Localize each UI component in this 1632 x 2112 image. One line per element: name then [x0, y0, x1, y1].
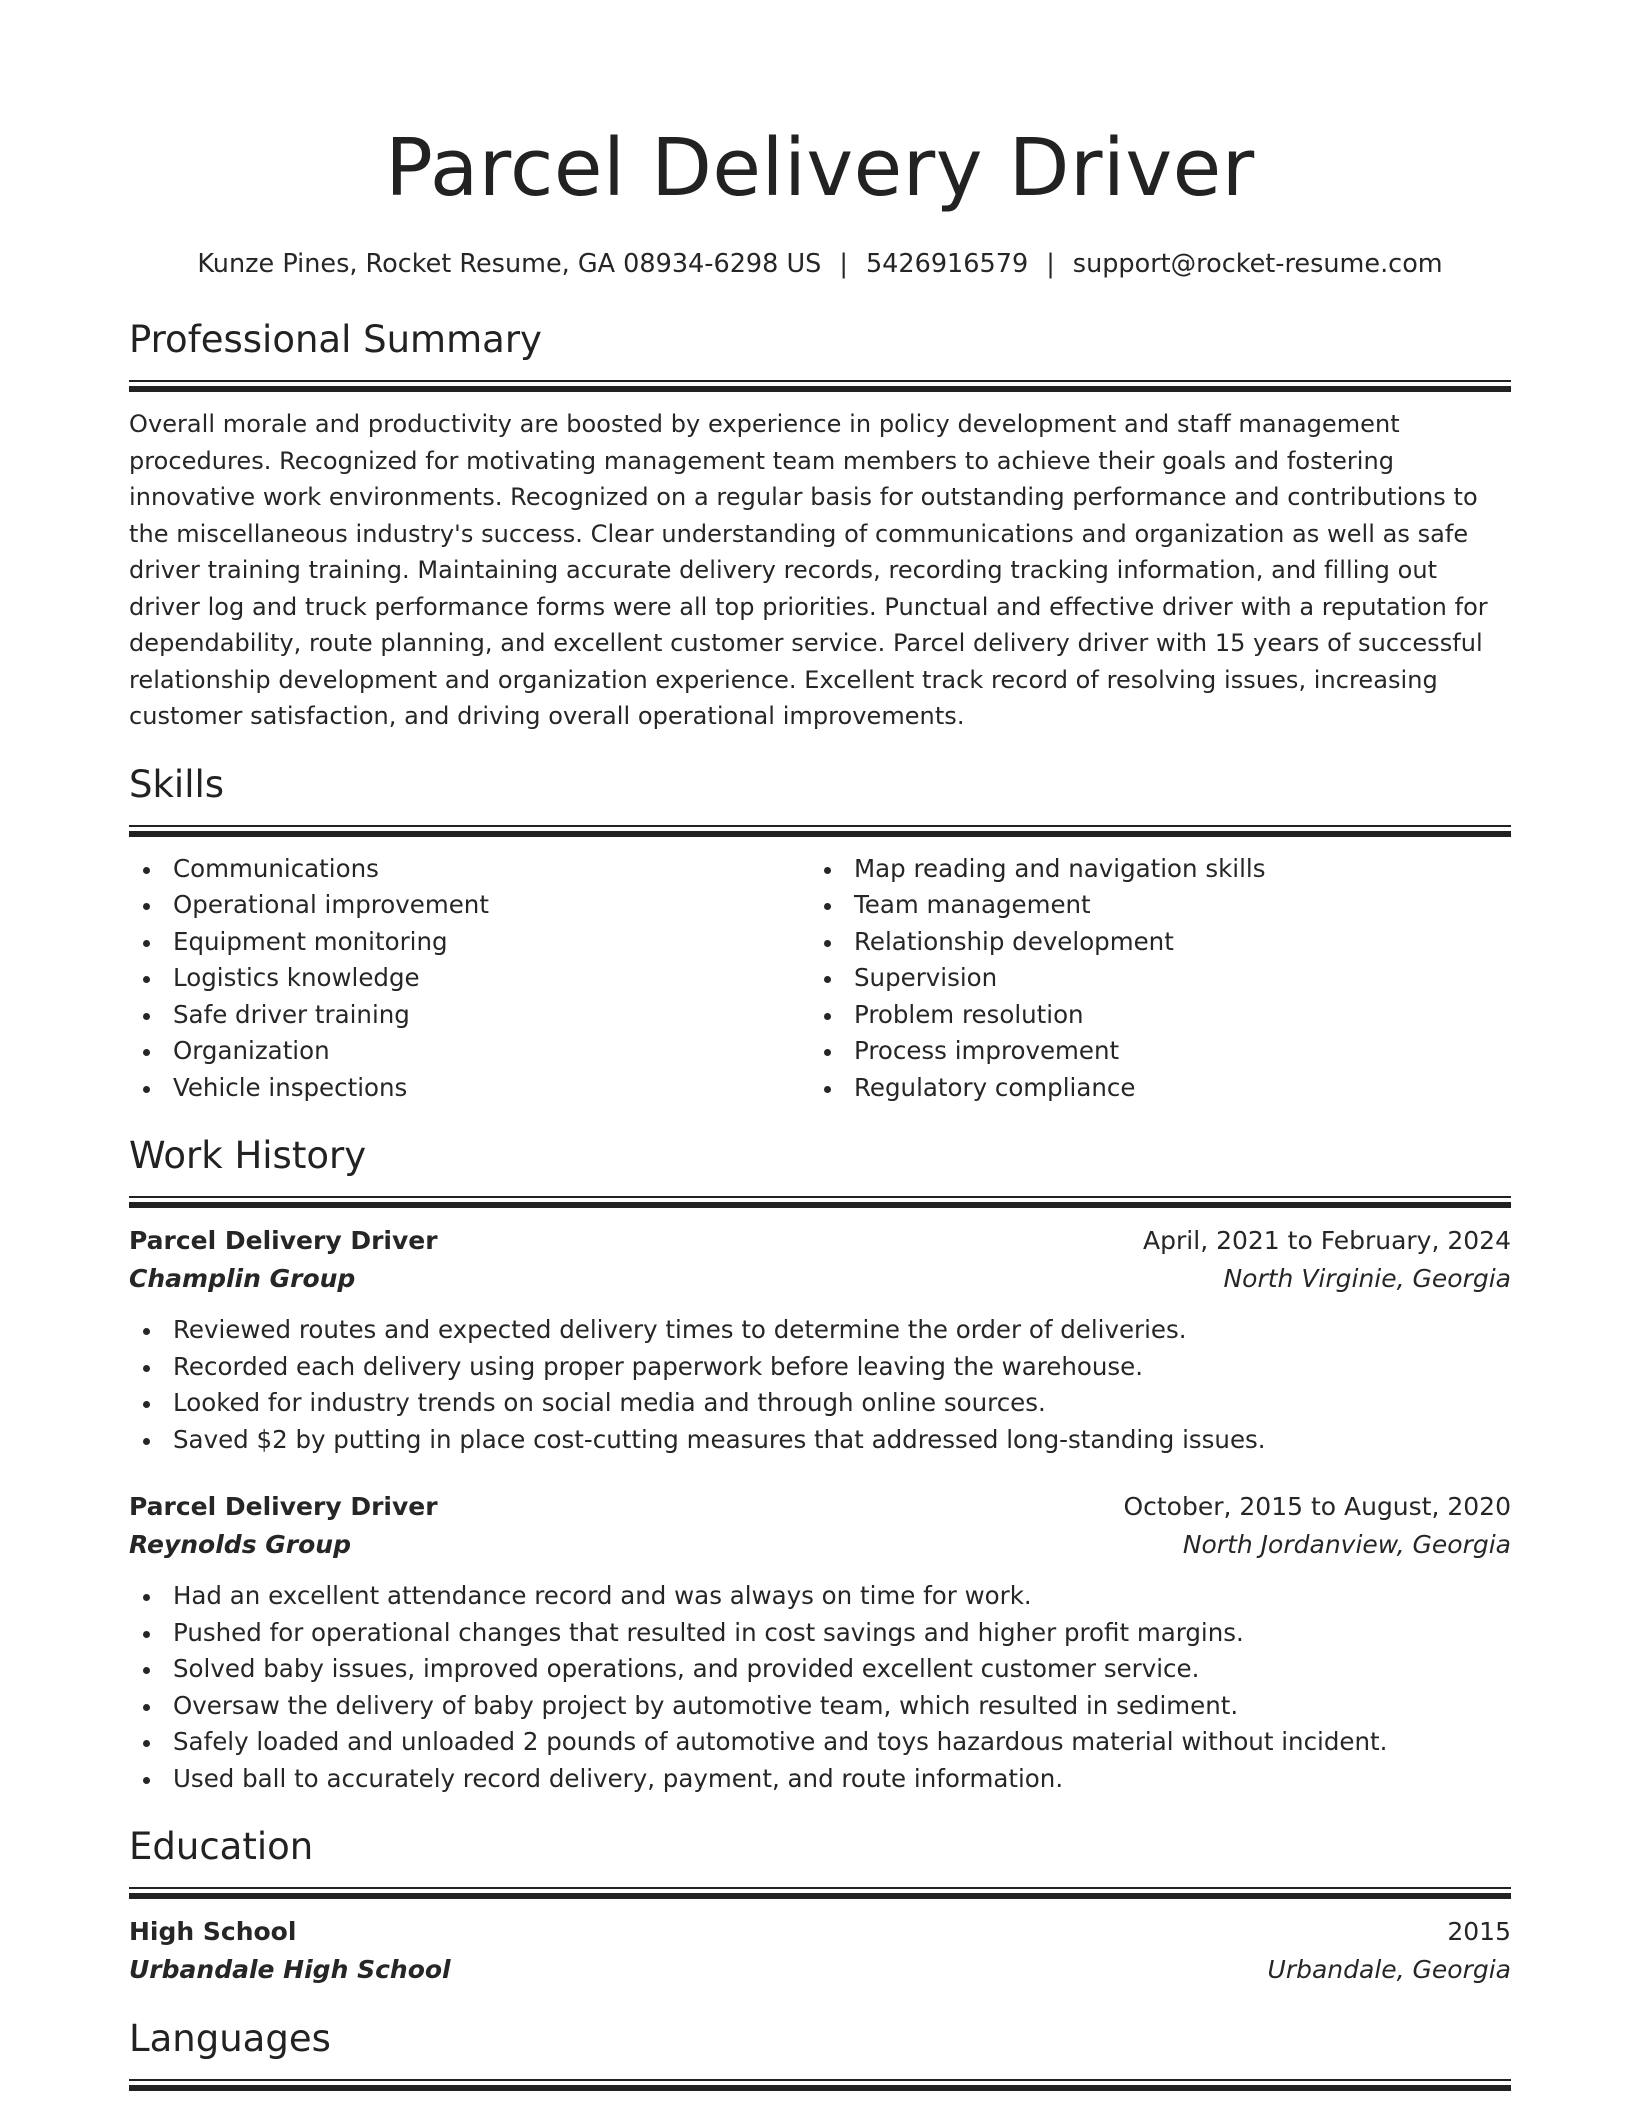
skills-column-left: [129, 851, 810, 1107]
contact-separator: |: [1046, 249, 1055, 279]
education-section: [129, 1821, 1511, 1989]
contact-address: Kunze Pines, Rocket Resume, GA 08934-6298 US: [197, 249, 822, 279]
summary-text: Overall morale and productivity are boosted by experience in policy development and staff management procedures. Recognized for motivating management team members to achieve their goals and fostering innovative work environments. Recognized on a regular basis for outstanding performance and contributions to the miscellaneous industry's success. Clear understanding of communications and organization as well as safe driver training training. Maintaining accurate delivery records, recording tracking information, and filling out driver log and truck performance forms were all top priorities. Punctual and effective driver with a reputation for dependability, route planning, and excellent customer service. Parcel delivery driver with 15 years of successful relationship development and organization experience. Excellent track record of resolving issues, increasing customer satisfaction, and driving overall operational improvements.: [129, 410, 1488, 730]
section-title-work: Work History: [129, 1134, 367, 1177]
job-bullet: Recorded each delivery using proper paperwork before leaving the warehouse.: [173, 1349, 1511, 1386]
job-bullets: [129, 1312, 1511, 1458]
skill-item: Communications: [173, 851, 810, 888]
section-divider: [129, 1887, 1511, 1899]
education-school: Urbandale High School: [129, 1955, 451, 1984]
skill-item: Team management: [854, 887, 1491, 924]
education-location: Urbandale, Georgia: [1267, 1955, 1511, 1984]
education-degree: High School: [129, 1917, 297, 1946]
skill-item: Map reading and navigation skills: [854, 851, 1491, 888]
section-divider: [129, 380, 1511, 392]
job-bullet: Saved $2 by putting in place cost-cutting measures that addressed long-standing issues.: [173, 1422, 1511, 1459]
job-dates: April, 2021 to February, 2024: [1143, 1226, 1511, 1255]
job-bullet: Used ball to accurately record delivery, payment, and route information.: [173, 1761, 1511, 1798]
skills-list: [129, 851, 1511, 1107]
job-bullet: Reviewed routes and expected delivery times to determine the order of deliveries.: [173, 1312, 1511, 1349]
section-title-skills: Skills: [129, 762, 225, 806]
skill-item: Organization: [173, 1033, 810, 1070]
job-location: North Virginie, Georgia: [1223, 1264, 1511, 1293]
skills-section: [129, 759, 1511, 1107]
resume-page: [129, 0, 1511, 2091]
summary-section: [129, 314, 1511, 735]
job-title: Parcel Delivery Driver: [129, 1226, 438, 1255]
job-bullet: Oversaw the delivery of baby project by automotive team, which resulted in sediment.: [173, 1688, 1511, 1725]
skill-item: Vehicle inspections: [173, 1070, 810, 1107]
section-divider: [129, 2079, 1511, 2091]
skill-item: Logistics knowledge: [173, 960, 810, 997]
skill-item: Equipment monitoring: [173, 924, 810, 961]
section-title-education: Education: [129, 1825, 314, 1868]
contact-line: [129, 246, 1511, 282]
job-bullet: Pushed for operational changes that resulted in cost savings and higher profit margins.: [173, 1615, 1511, 1652]
job-company: Champlin Group: [129, 1264, 356, 1293]
skill-item: Relationship development: [854, 924, 1491, 961]
job-entry: [129, 1222, 1511, 1458]
education-entry: [129, 1913, 1511, 1989]
job-bullet: Had an excellent attendance record and was always on time for work.: [173, 1578, 1511, 1615]
job-company: Reynolds Group: [129, 1530, 351, 1559]
skill-item: Regulatory compliance: [854, 1070, 1491, 1107]
job-bullet: Looked for industry trends on social media and through online sources.: [173, 1385, 1511, 1422]
job-location: North Jordanview, Georgia: [1182, 1530, 1511, 1559]
skills-column-right: [810, 851, 1491, 1107]
work-section: [129, 1130, 1511, 1797]
education-year: 2015: [1447, 1917, 1511, 1946]
skill-item: Safe driver training: [173, 997, 810, 1034]
contact-separator: |: [839, 249, 848, 279]
section-divider: [129, 825, 1511, 837]
skill-item: Problem resolution: [854, 997, 1491, 1034]
job-dates: October, 2015 to August, 2020: [1123, 1492, 1511, 1521]
skill-item: Operational improvement: [173, 887, 810, 924]
job-bullet: Safely loaded and unloaded 2 pounds of automotive and toys hazardous material without incident.: [173, 1724, 1511, 1761]
skill-item: Process improvement: [854, 1033, 1491, 1070]
resume-name: Parcel Delivery Driver: [385, 122, 1255, 214]
section-divider: [129, 1196, 1511, 1208]
contact-email: support@rocket-resume.com: [1072, 249, 1443, 279]
job-title: Parcel Delivery Driver: [129, 1492, 438, 1521]
contact-phone: 5426916579: [865, 249, 1029, 279]
job-bullet: Solved baby issues, improved operations, and provided excellent customer service.: [173, 1651, 1511, 1688]
section-title-summary: Professional Summary: [129, 318, 542, 361]
section-title-languages: Languages: [129, 2017, 331, 2060]
job-bullets: [129, 1578, 1511, 1797]
job-entry: [129, 1488, 1511, 1797]
languages-section: [129, 2013, 1511, 2091]
skill-item: Supervision: [854, 960, 1491, 997]
